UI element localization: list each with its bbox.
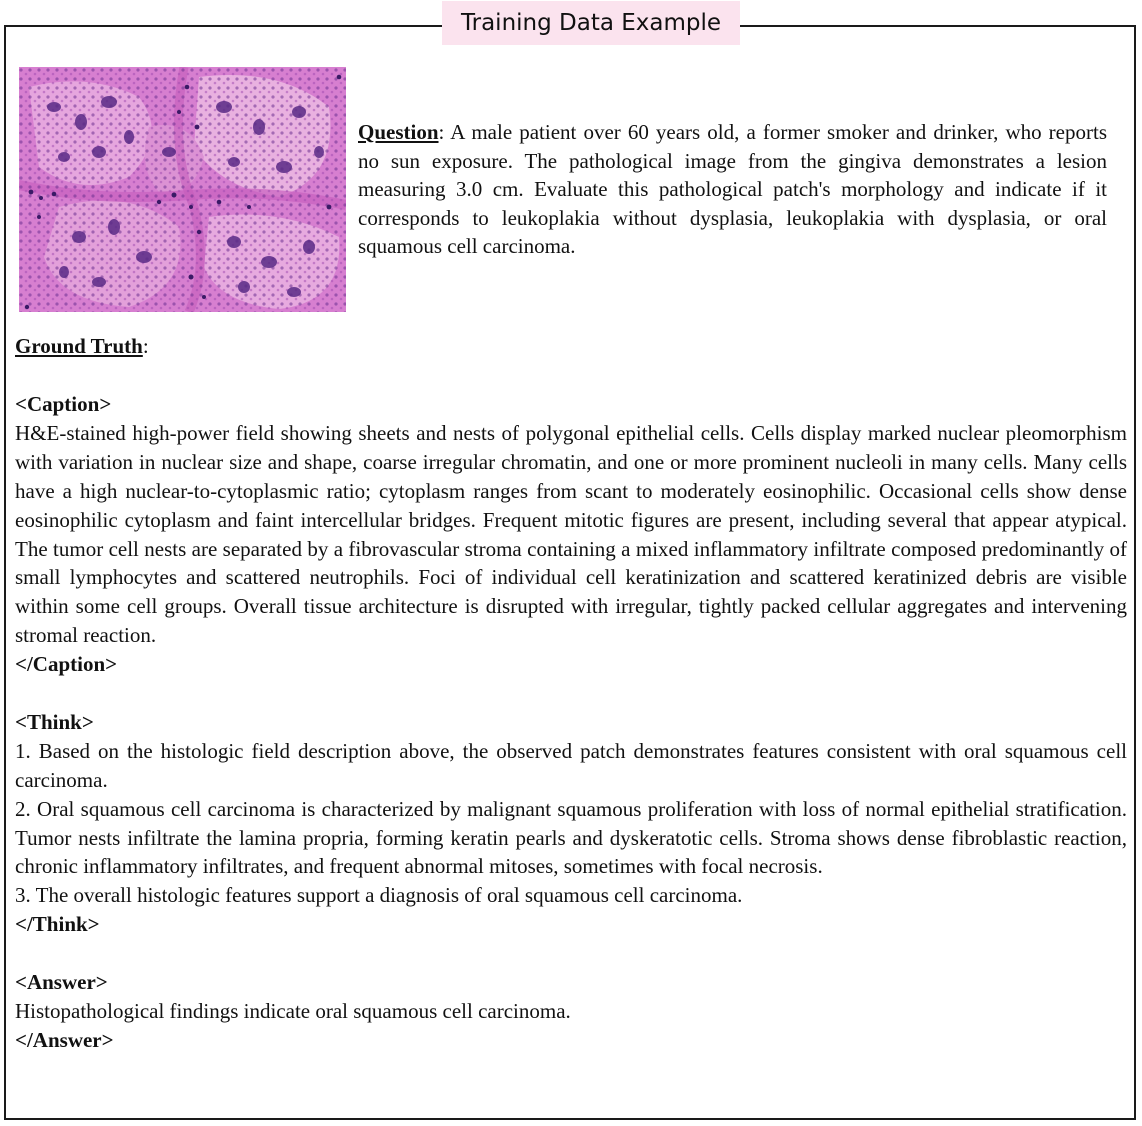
- title-badge: [442, 1, 740, 45]
- histology-patch-image: [19, 67, 346, 312]
- answer-close-tag: </Answer>: [15, 1027, 114, 1052]
- ground-truth-colon: :: [142, 334, 149, 358]
- question-block: [358, 118, 1107, 261]
- think-item: 2. Oral squamous cell carcinoma is characterized by malignant squamous proliferation with loss of normal epithelial stratification. Tumor nests infiltrate the lamina propria, forming keratin pearls and dyskeratotic cells. Stroma shows dense fibroblastic reaction, chronic inflammatory infiltrates, and frequent abnormal mitoses, sometimes with focal necrosis.: [15, 796, 1127, 879]
- question-text: A male patient over 60 years old, a former smoker and drinker, who reports no sun exposure. The pathological image from the gingiva demonstrates a lesion measuring 3.0 cm. Evaluate this pathological patch's morphology and indicate if it corresponds to leukoplakia without dysplasia, leukoplakia with dysplasia, or oral squamous cell carcinoma.: [358, 120, 1107, 259]
- think-item: 3. The overall histologic features support a diagnosis of oral squamous cell carcinoma.: [15, 883, 743, 908]
- answer-text: Histopathological findings indicate oral squamous cell carcinoma.: [15, 999, 571, 1023]
- page-title: Training Data Example: [460, 10, 722, 36]
- ground-truth-heading: [15, 332, 149, 360]
- section-spacer: [15, 679, 1127, 708]
- caption-close-tag: </Caption>: [15, 652, 118, 677]
- answer-open-tag: <Answer>: [15, 970, 108, 995]
- caption-open-tag: <Caption>: [15, 392, 112, 416]
- think-item: 1. Based on the histologic field description above, the observed patch demonstrates features consistent with oral squamous cell carcinoma.: [15, 738, 1127, 792]
- section-spacer: [15, 939, 1127, 968]
- ground-truth-label: Ground Truth: [15, 334, 143, 358]
- ground-truth-content: [15, 390, 1127, 1055]
- caption-text: H&E-stained high-power field showing sheets and nests of polygonal epithelial cells. Cells display marked nuclear pleomorphism with variation in nuclear size and shape, coarse irregular chromatin, and one or more prominent nucleoli in many cells. Many cells have a high nuclear-to-cytoplasmic ratio; cytoplasm ranges from scant to moderately eosinophilic. Occasional cells show dense eosinophilic cytoplasm and faint intercellular bridges. Frequent mitotic figures are present, including several that appear atypical. The tumor cell nests are separated by a fibrovascular stroma containing a mixed inflammatory infiltrate composed predominantly of small lymphocytes and scattered neutrophils. Foci of individual cell keratinization and scattered keratinized debris are visible within some cell groups. Overall tissue architecture is disrupted with irregular, tightly packed cellular aggregates and intervening stromal reaction.: [15, 420, 1127, 648]
- question-colon: :: [438, 120, 445, 144]
- think-close-tag: </Think>: [15, 912, 100, 937]
- question-label: Question: [358, 120, 439, 144]
- think-open-tag: <Think>: [15, 709, 94, 734]
